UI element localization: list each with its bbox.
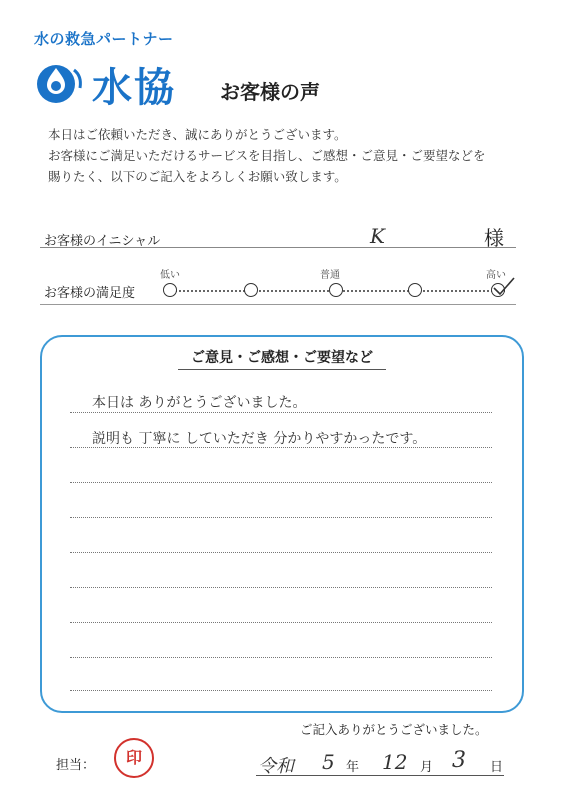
satisfaction-option-4[interactable] bbox=[408, 283, 422, 297]
date-era: 令和 bbox=[258, 756, 294, 777]
initial-underline bbox=[40, 247, 516, 249]
checkmark-icon bbox=[490, 276, 516, 298]
writing-rule bbox=[70, 482, 492, 483]
date-day-unit: 日 bbox=[490, 760, 504, 775]
comment-line-1: 本日は ありがとうございました。 bbox=[92, 395, 307, 411]
satisfaction-option-2[interactable] bbox=[244, 283, 258, 297]
intro-text bbox=[48, 124, 538, 187]
writing-rule bbox=[70, 517, 492, 518]
date-underline bbox=[256, 775, 504, 776]
satisfaction-label: お客様の満足度 bbox=[44, 286, 136, 301]
date-year-unit: 年 bbox=[346, 760, 360, 775]
writing-rule bbox=[70, 690, 492, 691]
writing-rule bbox=[70, 657, 492, 658]
date-day: 3 bbox=[452, 748, 466, 773]
thanks-message: ご記入ありがとうございました。 bbox=[300, 722, 488, 737]
water-drop-logo-icon bbox=[34, 60, 88, 104]
scale-mid-label: 普通 bbox=[320, 270, 340, 281]
comments-title-underline bbox=[178, 369, 386, 370]
intro-line: 本日はご依頼いただき、誠にありがとうございます。 bbox=[48, 127, 347, 142]
brand-tagline: 水の救急パートナー bbox=[34, 30, 174, 48]
staff-seal-stamp: 印 bbox=[114, 738, 154, 778]
page-title: お客様の声 bbox=[220, 80, 320, 104]
writing-rule bbox=[70, 622, 492, 623]
comments-title: ご意見・ご感想・ご要望など bbox=[191, 350, 373, 366]
date-month: 12 bbox=[382, 750, 408, 774]
date-month-unit: 月 bbox=[420, 760, 434, 775]
brand-logo-text: 水協 bbox=[92, 64, 176, 111]
writing-rule bbox=[70, 412, 492, 413]
writing-rule bbox=[70, 447, 492, 448]
writing-rule bbox=[70, 587, 492, 588]
intro-line: 賜りたく、以下のご記入をよろしくお願い致します。 bbox=[48, 169, 347, 184]
satisfaction-option-1[interactable] bbox=[163, 283, 177, 297]
initial-suffix: 様 bbox=[484, 226, 504, 250]
initial-label: お客様のイニシャル bbox=[44, 234, 161, 249]
initial-value: K bbox=[370, 224, 385, 248]
writing-rule bbox=[70, 552, 492, 553]
staff-label: 担当： bbox=[56, 758, 96, 773]
satisfaction-underline bbox=[40, 304, 516, 305]
intro-line: お客様にご満足いただけるサービスを目指し、ご感想・ご意見・ご要望などを bbox=[48, 148, 486, 163]
date-year: 5 bbox=[322, 750, 335, 774]
comment-line-2: 説明も 丁寧に していただき 分かりやすかったです。 bbox=[92, 431, 427, 447]
scale-low-label: 低い bbox=[160, 270, 180, 281]
scale-high-label: 高い bbox=[486, 270, 506, 281]
satisfaction-option-3[interactable] bbox=[329, 283, 343, 297]
